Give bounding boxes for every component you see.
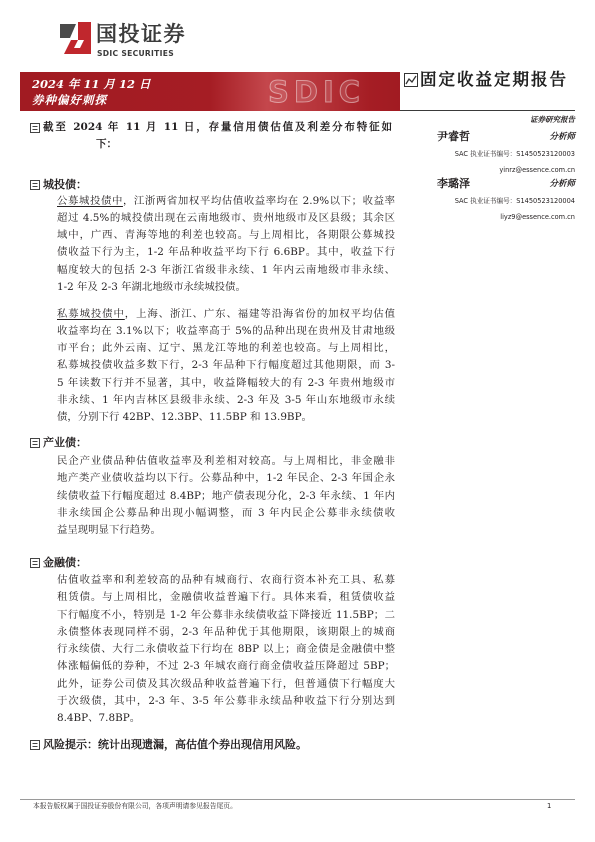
paragraph-line: 益呈现明显下行趋势。 (57, 524, 161, 537)
analyst-sac-number: SAC 执业证书编号：S1450523120004 (454, 197, 575, 205)
analyst-title: 分析师 (549, 132, 575, 142)
footer-disclaimer: 本报告版权属于国投证券股份有限公司，各项声明请参见报告尾页。 (33, 802, 237, 810)
paragraph-line: 债，分别下行 42BP、12.3BP、11.5BP 和 13.9BP。 (57, 411, 312, 424)
footer-divider (20, 799, 575, 800)
paragraph (57, 453, 395, 539)
key-point-line: 下： (96, 137, 117, 150)
analyst-title: 分析师 (549, 179, 575, 189)
paragraph-line: 8.4BP、7.8BP。 (57, 712, 141, 725)
section-heading: 城投债： (43, 178, 87, 191)
paragraph-line: 私募城投债收益多数下行，2-3 年品种下行幅度超过其他期限，而 3- (57, 359, 395, 372)
analyst-sac-number: SAC 执业证书编号：S1450523120003 (454, 150, 575, 158)
paragraph-line: 于次级债，其中，2-3 年、3-5 年公募非永续品种收益下行分别达到 (57, 695, 395, 708)
chart-box-icon (404, 73, 418, 87)
report-banner (20, 72, 400, 111)
analyst-card (415, 177, 575, 223)
paragraph-line (57, 193, 395, 210)
paragraph-line: 5 年读数下行并不显著，其中，收益降幅较大的有 2-3 年贵州地级市 (57, 376, 395, 389)
logo-mark-icon (58, 20, 92, 56)
paragraph-line: 永债整体表现同样不弱，2-3 年品种优于其他期限，该期限上的城商 (57, 625, 395, 638)
analyst-name: 尹睿哲 (437, 130, 470, 143)
section-bullet-icon (30, 123, 40, 133)
logo-name-en: SDIC SECURITIES (97, 49, 175, 58)
paragraph-line: 地产类产业债收益均以下行。公募品种中，1-2 年民企、2-3 年国企永 (57, 472, 395, 485)
paragraph (57, 193, 395, 297)
banner-watermark: SDIC (268, 75, 366, 109)
paragraph-line: 市平台；此外云南、辽宁、黑龙江等地的利差也较高。与上周相比， (57, 342, 395, 355)
analyst-email: yinrz@essence.com.cn (499, 166, 575, 174)
report-title: 券种偏好刺探 (32, 93, 107, 107)
paragraph-line: 域中，广西、青海等地的利差也较高。与上周相比，各期限公募城投 (57, 229, 395, 242)
page-number: 1 (547, 802, 552, 810)
paragraph-line-text: ，上海、浙江、广东、福建等沿海省份的加权平均估值 (124, 307, 395, 320)
logo-name-cn: 国投证券 (96, 22, 186, 46)
paragraph-line: 民企产业债品种估值收益率及利差相对较高。与上周相比，非金融非 (57, 455, 395, 467)
paragraph-line: 1-2 年及 2-3 年湖北地级市永续城投债。 (57, 280, 246, 293)
paragraph-line: 收益率均在 3.1%以下；收益率高于 5%的品种出现在贵州及甘肃地级 (57, 324, 395, 337)
paragraph-line: 估值收益率和利差较高的品种有城商行、农商行资本补充工具、私募 (57, 574, 395, 586)
report-date: 2024 年 11 月 12 日 (32, 77, 151, 91)
paragraph-line: 体涨幅偏低的券种，不过 2-3 年城农商行商金债收益压降超过 5BP； (57, 660, 395, 673)
paragraph-line: 幅度较大的包括 2-3 年浙江省级非永续、1 年内云南地级市非永续、 (57, 263, 395, 276)
section-bullet-icon (30, 740, 40, 750)
paragraph-lead: 私募城投债中 (57, 307, 125, 320)
paragraph-lead: 公募城投债中 (57, 194, 123, 207)
paragraph-line: 债收益下行为主，1-2 年品种收益平均下行 6.6BP。其中，收益下行 (57, 246, 395, 259)
paragraph-line: 非永续、1 年内吉林区县级非永续、2-3 年及 3-5 年山东地级市永续 (57, 393, 395, 406)
paragraph-line: 续债收益下行幅度超过 8.4BP；地产债表现分化，2-3 年永续、1 年内 (57, 489, 395, 502)
section-heading: 金融债： (43, 556, 87, 569)
section-heading: 产业债： (43, 436, 87, 449)
paragraph-line: 下行幅度不小，特别是 1-2 年公募非永续债收益下降接近 11.5BP；二 (57, 608, 395, 621)
paragraph (57, 306, 395, 427)
section-bullet-icon (30, 180, 40, 190)
paragraph (57, 572, 395, 728)
paragraph-line: 此外，证券公司债及其次级品种收益普遍下行，但普通债下行幅度大 (57, 677, 395, 690)
report-category: 证券研究报告 (530, 115, 575, 124)
analyst-name: 李璐泽 (437, 177, 470, 190)
paragraph-line (57, 306, 395, 323)
risk-warning: 风险提示：统计出现遗漏，高估值个券出现信用风险。 (43, 738, 307, 751)
company-logo (58, 19, 198, 61)
paragraph-line: 超过 4.5%的城投债出现在云南地级市、贵州地级市及区县级；其余区 (57, 211, 395, 224)
section-bullet-icon (30, 558, 40, 568)
paragraph-line: 租赁债。与上周相比，金融债收益普遍下行。具体来看，租赁债收益 (57, 591, 395, 604)
paragraph-line: 非永续国企公募品种出现小幅调整，而 3 年内民企公募非永续债收 (57, 506, 395, 519)
paragraph-line: 行永续债、大行二永债收益下行均在 8BP 以上；商金债是金融债中整 (57, 643, 395, 656)
analyst-card (415, 130, 575, 176)
analyst-email: liyz9@essence.com.cn (500, 213, 575, 221)
key-point (43, 119, 392, 152)
key-point-line: 截至 2024 年 11 月 11 日，存量信用债估值及利差分布特征如 (43, 121, 392, 133)
header-divider (400, 110, 575, 111)
report-type: 固定收益定期报告 (420, 70, 568, 89)
section-bullet-icon (30, 438, 40, 448)
paragraph-line-text: ，江浙两省加权平均估值收益率均在 2.9%以下；收益率 (122, 194, 395, 207)
